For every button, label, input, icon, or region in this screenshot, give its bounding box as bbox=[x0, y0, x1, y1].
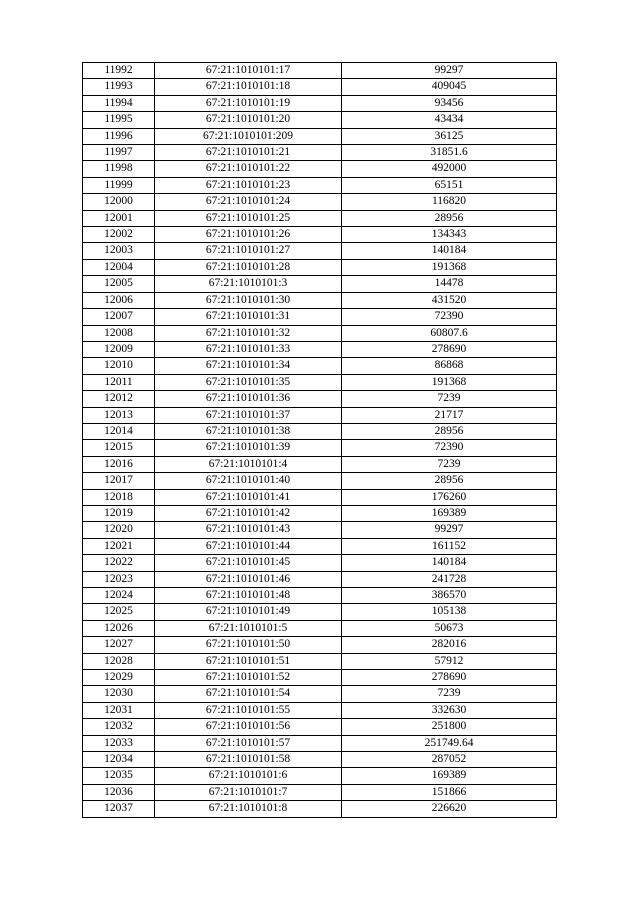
cadastral-number-cell: 67:21:1010101:50 bbox=[155, 637, 342, 653]
value-cell: 28956 bbox=[342, 473, 557, 489]
cadastral-number-cell: 67:21:1010101:17 bbox=[155, 63, 342, 79]
table-row bbox=[83, 686, 557, 702]
row-number-cell: 12004 bbox=[83, 259, 155, 275]
row-number-cell: 12023 bbox=[83, 571, 155, 587]
value-cell: 28956 bbox=[342, 210, 557, 226]
value-cell: 241728 bbox=[342, 571, 557, 587]
value-cell: 14478 bbox=[342, 276, 557, 292]
row-number-cell: 12017 bbox=[83, 473, 155, 489]
cadastral-number-cell: 67:21:1010101:27 bbox=[155, 243, 342, 259]
cadastral-number-cell: 67:21:1010101:52 bbox=[155, 670, 342, 686]
cadastral-number-cell: 67:21:1010101:41 bbox=[155, 489, 342, 505]
table-row bbox=[83, 784, 557, 800]
cadastral-number-cell: 67:21:1010101:58 bbox=[155, 752, 342, 768]
row-number-cell: 12031 bbox=[83, 702, 155, 718]
row-number-cell: 12001 bbox=[83, 210, 155, 226]
table-row bbox=[83, 292, 557, 308]
data-table bbox=[82, 62, 557, 818]
value-cell: 191368 bbox=[342, 374, 557, 390]
value-cell: 50673 bbox=[342, 620, 557, 636]
row-number-cell: 11998 bbox=[83, 161, 155, 177]
value-cell: 57912 bbox=[342, 653, 557, 669]
row-number-cell: 12014 bbox=[83, 423, 155, 439]
row-number-cell: 12033 bbox=[83, 735, 155, 751]
value-cell: 86868 bbox=[342, 358, 557, 374]
table-row bbox=[83, 653, 557, 669]
row-number-cell: 12005 bbox=[83, 276, 155, 292]
value-cell: 176260 bbox=[342, 489, 557, 505]
value-cell: 169389 bbox=[342, 505, 557, 521]
value-cell: 72390 bbox=[342, 309, 557, 325]
row-number-cell: 12037 bbox=[83, 801, 155, 817]
table-row bbox=[83, 374, 557, 390]
table-row bbox=[83, 604, 557, 620]
value-cell: 7239 bbox=[342, 391, 557, 407]
cadastral-number-cell: 67:21:1010101:20 bbox=[155, 112, 342, 128]
table-row bbox=[83, 735, 557, 751]
row-number-cell: 12018 bbox=[83, 489, 155, 505]
value-cell: 43434 bbox=[342, 112, 557, 128]
row-number-cell: 12032 bbox=[83, 719, 155, 735]
row-number-cell: 11993 bbox=[83, 79, 155, 95]
table-row bbox=[83, 588, 557, 604]
row-number-cell: 12026 bbox=[83, 620, 155, 636]
cadastral-number-cell: 67:21:1010101:6 bbox=[155, 768, 342, 784]
cadastral-number-cell: 67:21:1010101:4 bbox=[155, 456, 342, 472]
cadastral-number-cell: 67:21:1010101:33 bbox=[155, 341, 342, 357]
value-cell: 386570 bbox=[342, 588, 557, 604]
cadastral-number-cell: 67:21:1010101:42 bbox=[155, 505, 342, 521]
cadastral-number-cell: 67:21:1010101:3 bbox=[155, 276, 342, 292]
value-cell: 226620 bbox=[342, 801, 557, 817]
row-number-cell: 12009 bbox=[83, 341, 155, 357]
value-cell: 105138 bbox=[342, 604, 557, 620]
table-row bbox=[83, 407, 557, 423]
row-number-cell: 12024 bbox=[83, 588, 155, 604]
value-cell: 151866 bbox=[342, 784, 557, 800]
table-row bbox=[83, 325, 557, 341]
row-number-cell: 12015 bbox=[83, 440, 155, 456]
table-row bbox=[83, 145, 557, 161]
row-number-cell: 12012 bbox=[83, 391, 155, 407]
value-cell: 60807.6 bbox=[342, 325, 557, 341]
value-cell: 93456 bbox=[342, 95, 557, 111]
table-row bbox=[83, 177, 557, 193]
cadastral-number-cell: 67:21:1010101:209 bbox=[155, 128, 342, 144]
table-row bbox=[83, 440, 557, 456]
value-cell: 140184 bbox=[342, 243, 557, 259]
row-number-cell: 11994 bbox=[83, 95, 155, 111]
row-number-cell: 12007 bbox=[83, 309, 155, 325]
table-row bbox=[83, 538, 557, 554]
row-number-cell: 12034 bbox=[83, 752, 155, 768]
cadastral-number-cell: 67:21:1010101:55 bbox=[155, 702, 342, 718]
row-number-cell: 12008 bbox=[83, 325, 155, 341]
cadastral-number-cell: 67:21:1010101:57 bbox=[155, 735, 342, 751]
table-row bbox=[83, 128, 557, 144]
row-number-cell: 12006 bbox=[83, 292, 155, 308]
table-row bbox=[83, 194, 557, 210]
value-cell: 134343 bbox=[342, 227, 557, 243]
row-number-cell: 12022 bbox=[83, 555, 155, 571]
row-number-cell: 11995 bbox=[83, 112, 155, 128]
row-number-cell: 12002 bbox=[83, 227, 155, 243]
row-number-cell: 11996 bbox=[83, 128, 155, 144]
table-row bbox=[83, 620, 557, 636]
value-cell: 278690 bbox=[342, 341, 557, 357]
cadastral-number-cell: 67:21:1010101:7 bbox=[155, 784, 342, 800]
table-row bbox=[83, 161, 557, 177]
table-body bbox=[83, 63, 557, 818]
cadastral-number-cell: 67:21:1010101:35 bbox=[155, 374, 342, 390]
cadastral-number-cell: 67:21:1010101:25 bbox=[155, 210, 342, 226]
value-cell: 161152 bbox=[342, 538, 557, 554]
value-cell: 21717 bbox=[342, 407, 557, 423]
cadastral-number-cell: 67:21:1010101:38 bbox=[155, 423, 342, 439]
table-row bbox=[83, 670, 557, 686]
cadastral-number-cell: 67:21:1010101:30 bbox=[155, 292, 342, 308]
table-row bbox=[83, 243, 557, 259]
table-row bbox=[83, 227, 557, 243]
table-row bbox=[83, 112, 557, 128]
table-row bbox=[83, 473, 557, 489]
row-number-cell: 12019 bbox=[83, 505, 155, 521]
value-cell: 28956 bbox=[342, 423, 557, 439]
table-row bbox=[83, 341, 557, 357]
value-cell: 169389 bbox=[342, 768, 557, 784]
value-cell: 287052 bbox=[342, 752, 557, 768]
table-row bbox=[83, 259, 557, 275]
value-cell: 7239 bbox=[342, 686, 557, 702]
cadastral-number-cell: 67:21:1010101:46 bbox=[155, 571, 342, 587]
row-number-cell: 12036 bbox=[83, 784, 155, 800]
cadastral-number-cell: 67:21:1010101:5 bbox=[155, 620, 342, 636]
table-row bbox=[83, 522, 557, 538]
cadastral-number-cell: 67:21:1010101:23 bbox=[155, 177, 342, 193]
row-number-cell: 12028 bbox=[83, 653, 155, 669]
value-cell: 251800 bbox=[342, 719, 557, 735]
table-row bbox=[83, 768, 557, 784]
value-cell: 431520 bbox=[342, 292, 557, 308]
row-number-cell: 12035 bbox=[83, 768, 155, 784]
row-number-cell: 12027 bbox=[83, 637, 155, 653]
table-row bbox=[83, 637, 557, 653]
value-cell: 282016 bbox=[342, 637, 557, 653]
value-cell: 191368 bbox=[342, 259, 557, 275]
table-row bbox=[83, 423, 557, 439]
table-row bbox=[83, 95, 557, 111]
row-number-cell: 12003 bbox=[83, 243, 155, 259]
table-row bbox=[83, 752, 557, 768]
cadastral-number-cell: 67:21:1010101:22 bbox=[155, 161, 342, 177]
cadastral-number-cell: 67:21:1010101:43 bbox=[155, 522, 342, 538]
table-row bbox=[83, 210, 557, 226]
row-number-cell: 12021 bbox=[83, 538, 155, 554]
cadastral-number-cell: 67:21:1010101:48 bbox=[155, 588, 342, 604]
row-number-cell: 12025 bbox=[83, 604, 155, 620]
value-cell: 409045 bbox=[342, 79, 557, 95]
table-row bbox=[83, 489, 557, 505]
value-cell: 251749.64 bbox=[342, 735, 557, 751]
cadastral-number-cell: 67:21:1010101:19 bbox=[155, 95, 342, 111]
row-number-cell: 12010 bbox=[83, 358, 155, 374]
value-cell: 332630 bbox=[342, 702, 557, 718]
table-row bbox=[83, 391, 557, 407]
value-cell: 140184 bbox=[342, 555, 557, 571]
row-number-cell: 12020 bbox=[83, 522, 155, 538]
cadastral-number-cell: 67:21:1010101:44 bbox=[155, 538, 342, 554]
cadastral-number-cell: 67:21:1010101:40 bbox=[155, 473, 342, 489]
table-row bbox=[83, 719, 557, 735]
cadastral-number-cell: 67:21:1010101:24 bbox=[155, 194, 342, 210]
table-row bbox=[83, 571, 557, 587]
cadastral-number-cell: 67:21:1010101:8 bbox=[155, 801, 342, 817]
cadastral-number-cell: 67:21:1010101:51 bbox=[155, 653, 342, 669]
value-cell: 31851.6 bbox=[342, 145, 557, 161]
table-row bbox=[83, 358, 557, 374]
cadastral-number-cell: 67:21:1010101:28 bbox=[155, 259, 342, 275]
value-cell: 65151 bbox=[342, 177, 557, 193]
table-row bbox=[83, 702, 557, 718]
row-number-cell: 11992 bbox=[83, 63, 155, 79]
cadastral-number-cell: 67:21:1010101:56 bbox=[155, 719, 342, 735]
row-number-cell: 12011 bbox=[83, 374, 155, 390]
row-number-cell: 12030 bbox=[83, 686, 155, 702]
row-number-cell: 11999 bbox=[83, 177, 155, 193]
value-cell: 99297 bbox=[342, 63, 557, 79]
cadastral-number-cell: 67:21:1010101:54 bbox=[155, 686, 342, 702]
cadastral-number-cell: 67:21:1010101:31 bbox=[155, 309, 342, 325]
cadastral-number-cell: 67:21:1010101:21 bbox=[155, 145, 342, 161]
row-number-cell: 12013 bbox=[83, 407, 155, 423]
cadastral-number-cell: 67:21:1010101:26 bbox=[155, 227, 342, 243]
cadastral-number-cell: 67:21:1010101:34 bbox=[155, 358, 342, 374]
cadastral-number-cell: 67:21:1010101:36 bbox=[155, 391, 342, 407]
row-number-cell: 12000 bbox=[83, 194, 155, 210]
cadastral-number-cell: 67:21:1010101:32 bbox=[155, 325, 342, 341]
table-row bbox=[83, 63, 557, 79]
value-cell: 72390 bbox=[342, 440, 557, 456]
value-cell: 36125 bbox=[342, 128, 557, 144]
table-row bbox=[83, 309, 557, 325]
cadastral-number-cell: 67:21:1010101:18 bbox=[155, 79, 342, 95]
value-cell: 7239 bbox=[342, 456, 557, 472]
cadastral-number-cell: 67:21:1010101:45 bbox=[155, 555, 342, 571]
row-number-cell: 11997 bbox=[83, 145, 155, 161]
table-row bbox=[83, 505, 557, 521]
table-row bbox=[83, 801, 557, 817]
table-row bbox=[83, 456, 557, 472]
table-row bbox=[83, 276, 557, 292]
value-cell: 99297 bbox=[342, 522, 557, 538]
cadastral-number-cell: 67:21:1010101:37 bbox=[155, 407, 342, 423]
row-number-cell: 12029 bbox=[83, 670, 155, 686]
value-cell: 278690 bbox=[342, 670, 557, 686]
value-cell: 492000 bbox=[342, 161, 557, 177]
row-number-cell: 12016 bbox=[83, 456, 155, 472]
cadastral-number-cell: 67:21:1010101:49 bbox=[155, 604, 342, 620]
table-row bbox=[83, 79, 557, 95]
value-cell: 116820 bbox=[342, 194, 557, 210]
table-row bbox=[83, 555, 557, 571]
cadastral-number-cell: 67:21:1010101:39 bbox=[155, 440, 342, 456]
